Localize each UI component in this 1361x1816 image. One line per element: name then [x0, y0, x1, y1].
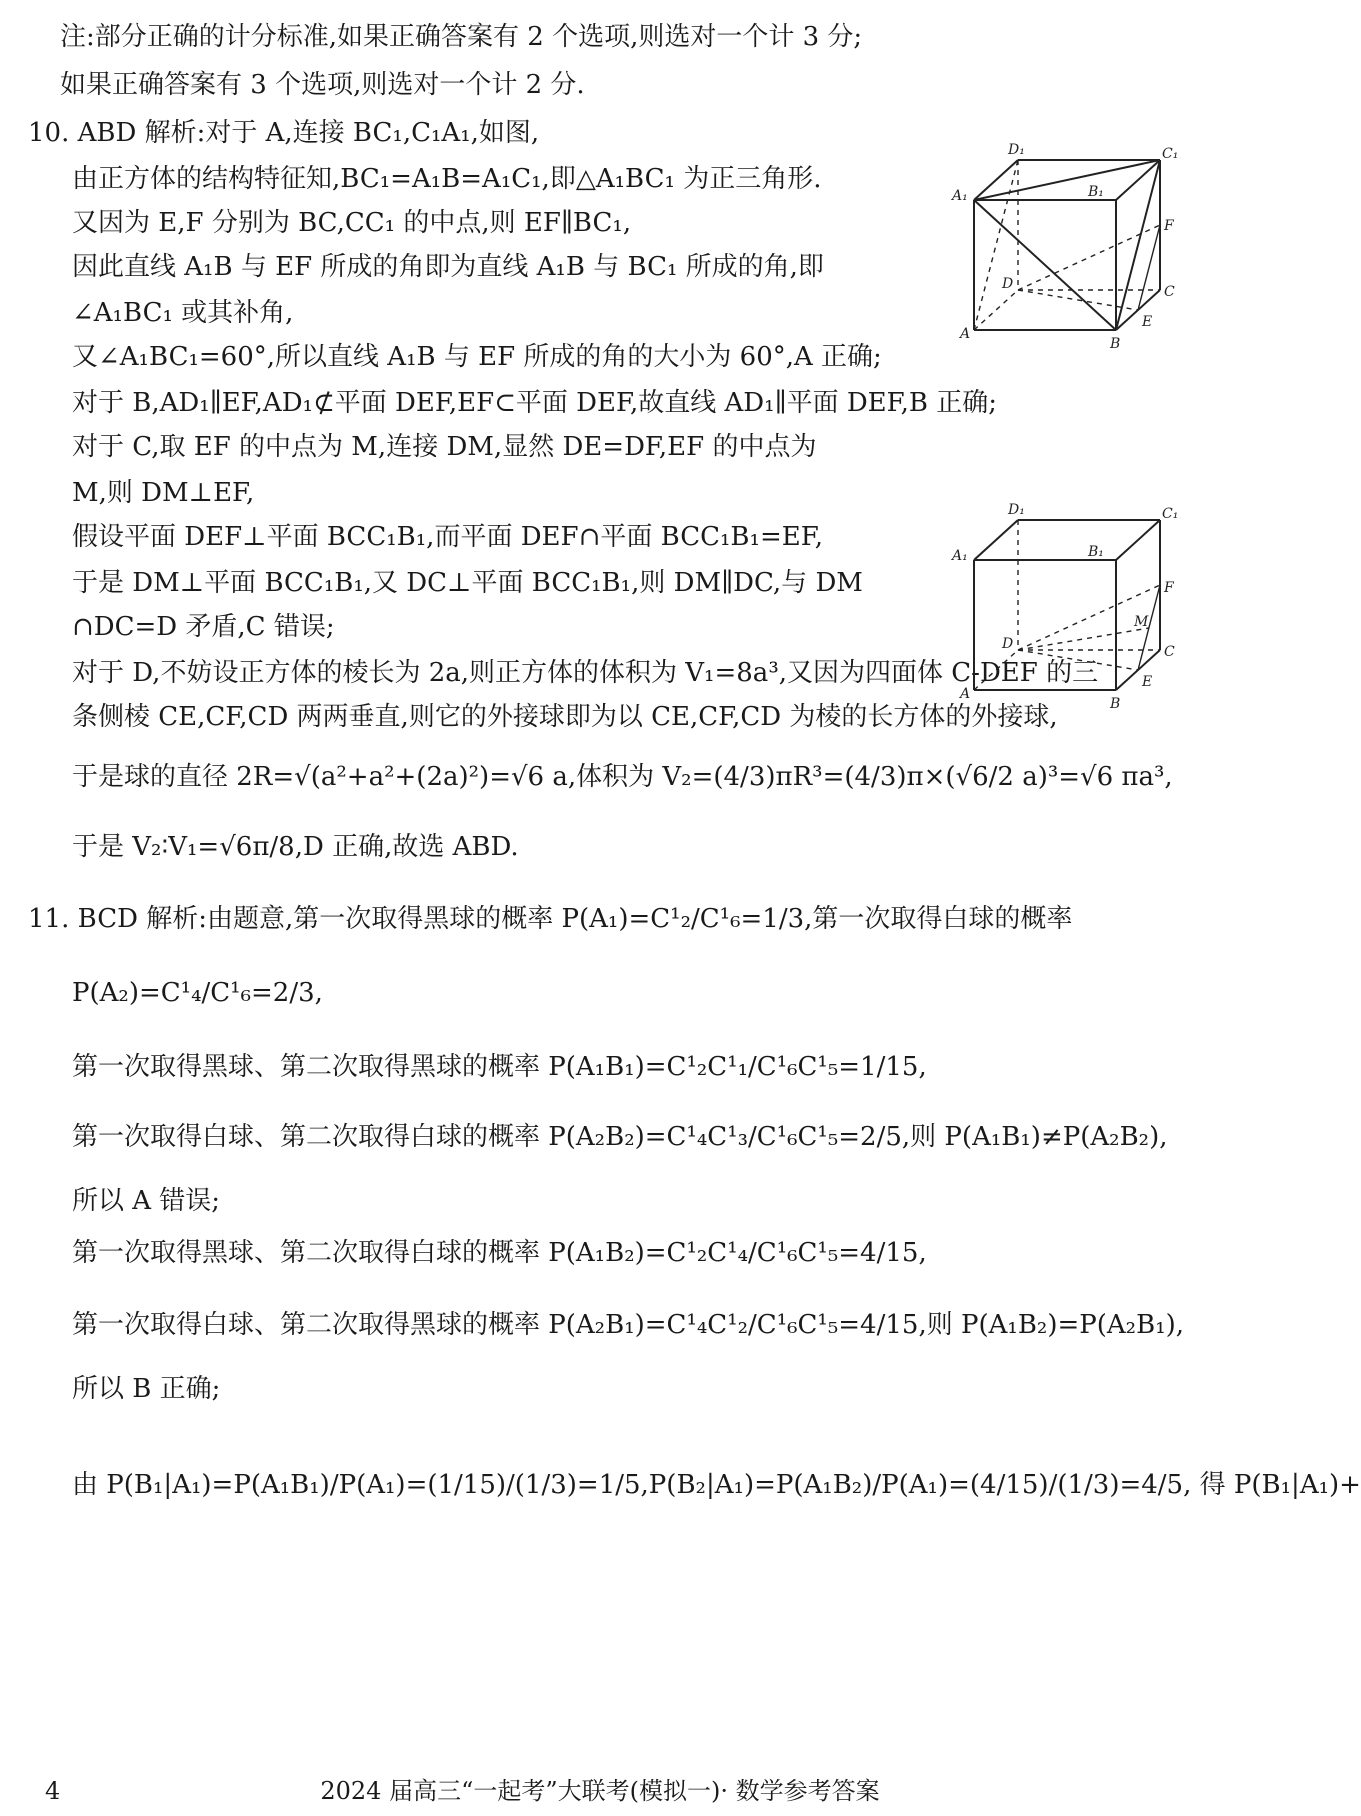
q10-line-10: 假设平面 DEF⊥平面 BCC₁B₁,而平面 DEF∩平面 BCC₁B₁=EF,	[72, 522, 823, 552]
footer-title: 2024 届高三“一起考”大联考(模拟一)· 数学参考答案	[320, 1777, 880, 1805]
label-m: M	[1134, 614, 1149, 630]
label-d: D	[1002, 276, 1014, 292]
label-c: C	[1164, 284, 1175, 300]
q11-line-1: 11. BCD 解析:由题意,第一次取得黑球的概率 P(A₁)=C¹₂/C¹₆=1/3,第一次取得白球的概率	[28, 904, 1073, 934]
q10-line-7: 对于 B,AD₁∥EF,AD₁⊄平面 DEF,EF⊂平面 DEF,故直线 AD₁∥平面 DEF,B 正确;	[72, 388, 998, 418]
q10-line-14: 条侧棱 CE,CF,CD 两两垂直,则它的外接球即为以 CE,CF,CD 为棱的长方体的外接球,	[72, 702, 1058, 732]
q11-line-8: 所以 B 正确;	[72, 1374, 221, 1404]
label-d: D	[1002, 636, 1014, 652]
q10-line-4: 因此直线 A₁B 与 EF 所成的角即为直线 A₁B 与 BC₁ 所成的角,即	[72, 252, 824, 282]
cube-figure-1	[948, 140, 1178, 350]
q10-line-8: 对于 C,取 EF 的中点为 M,连接 DM,显然 DE=DF,EF 的中点为	[72, 432, 817, 462]
q11-line-6: 第一次取得黑球、第二次取得白球的概率 P(A₁B₂)=C¹₂C¹₄/C¹₆C¹₅=4/15,	[72, 1238, 927, 1268]
q11-line-3: 第一次取得黑球、第二次取得黑球的概率 P(A₁B₁)=C¹₂C¹₁/C¹₆C¹₅=1/15,	[72, 1052, 927, 1082]
edge-a1d1	[974, 520, 1018, 560]
segment-df-hidden	[1018, 225, 1160, 290]
q10-line-9: M,则 DM⊥EF,	[72, 478, 255, 508]
label-e: E	[1142, 674, 1153, 690]
q10-line-12: ∩DC=D 矛盾,C 错误;	[72, 612, 335, 642]
segment-de-hidden	[1018, 290, 1138, 310]
label-c: C	[1164, 644, 1175, 660]
scoring-note-line-2: 如果正确答案有 3 个选项,则选对一个计 2 分.	[60, 70, 585, 100]
edge-ad-hidden	[974, 290, 1018, 330]
segment-ad1-hidden	[974, 160, 1018, 330]
label-d1: D₁	[1008, 142, 1025, 158]
q11-line-4: 第一次取得白球、第二次取得白球的概率 P(A₂B₂)=C¹₄C¹₃/C¹₆C¹₅=2/5,则 P(A₁B₁)≠P(A₂B₂),	[72, 1122, 1168, 1152]
q10-line-1: 10. ABD 解析:对于 A,连接 BC₁,C₁A₁,如图,	[28, 118, 540, 148]
q11-line-2: P(A₂)=C¹₄/C¹₆=2/3,	[72, 978, 323, 1008]
label-a1: A₁	[952, 188, 968, 204]
segment-bc1	[1116, 160, 1160, 330]
label-b1: B₁	[1088, 184, 1104, 200]
label-a: A	[960, 686, 971, 702]
label-a: A	[960, 326, 971, 342]
q10-line-6: 又∠A₁BC₁=60°,所以直线 A₁B 与 EF 所成的角的大小为 60°,A 正确;	[72, 342, 882, 372]
label-e: E	[1142, 314, 1153, 330]
segment-a1c1	[974, 160, 1160, 200]
label-a1: A₁	[952, 548, 968, 564]
q11-line-7: 第一次取得白球、第二次取得黑球的概率 P(A₂B₁)=C¹₄C¹₂/C¹₆C¹₅=4/15,则 P(A₁B₂)=P(A₂B₁),	[72, 1310, 1185, 1340]
label-f: F	[1164, 580, 1174, 596]
label-b: B	[1110, 336, 1121, 352]
scoring-note-line-1: 注:部分正确的计分标准,如果正确答案有 2 个选项,则选对一个计 3 分;	[60, 22, 863, 52]
label-c1: C₁	[1162, 506, 1179, 522]
label-b: B	[1110, 696, 1121, 712]
label-d1: D₁	[1008, 502, 1025, 518]
q10-line-15: 于是球的直径 2R=√(a²+a²+(2a)²)=√6 a,体积为 V₂=(4/3)πR³=(4/3)π×(√6/2 a)³=√6 πa³,	[72, 762, 1173, 792]
q10-line-2: 由正方体的结构特征知,BC₁=A₁B=A₁C₁,即△A₁BC₁ 为正三角形.	[72, 164, 822, 194]
edge-ad-hidden	[974, 650, 1018, 690]
segment-ef	[1138, 225, 1160, 310]
label-b1: B₁	[1088, 544, 1104, 560]
q10-line-3: 又因为 E,F 分别为 BC,CC₁ 的中点,则 EF∥BC₁,	[72, 208, 632, 238]
q10-line-5: ∠A₁BC₁ 或其补角,	[72, 298, 294, 328]
q10-line-13: 对于 D,不妨设正方体的棱长为 2a,则正方体的体积为 V₁=8a³,又因为四面体 C-DEF 的三	[72, 658, 1099, 688]
q11-line-9: 由 P(B₁|A₁)=P(A₁B₁)/P(A₁)=(1/15)/(1/3)=1/5,P(B₂|A₁)=P(A₁B₂)/P(A₁)=(4/15)/(1/3)=4/5, 得 P(B₁|A₁)+	[72, 1470, 1361, 1500]
segment-dm-hidden	[1018, 628, 1149, 650]
q10-line-11: 于是 DM⊥平面 BCC₁B₁,又 DC⊥平面 BCC₁B₁,则 DM∥DC,与 DM	[72, 568, 863, 598]
edge-b1c1	[1116, 520, 1160, 560]
q10-line-16: 于是 V₂∶V₁=√6π/8,D 正确,故选 ABD.	[72, 832, 519, 862]
cube-figure-2	[948, 500, 1178, 710]
segment-a1b	[974, 200, 1116, 330]
q11-line-5: 所以 A 错误;	[72, 1186, 221, 1216]
label-f: F	[1164, 218, 1174, 234]
label-c1: C₁	[1162, 146, 1179, 162]
edge-b1c1	[1116, 160, 1160, 200]
page-number: 4	[45, 1777, 61, 1805]
edge-a1d1	[974, 160, 1018, 200]
segment-de-hidden	[1018, 650, 1138, 670]
